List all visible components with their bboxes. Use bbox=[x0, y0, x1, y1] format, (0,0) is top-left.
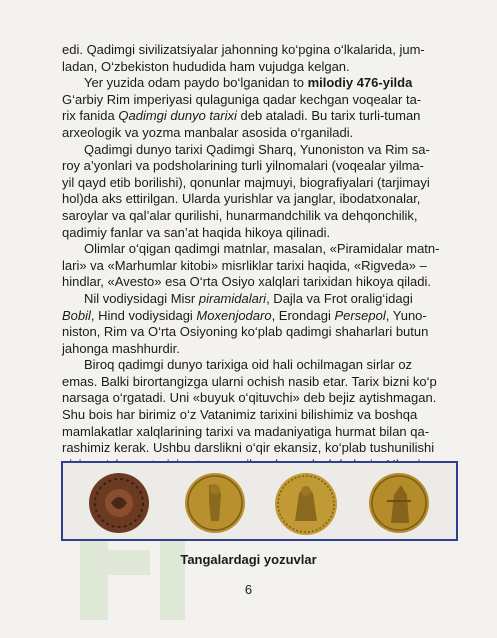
italic-term: Qadimgi dunyo tarixi bbox=[118, 108, 237, 124]
text-run: Nil vodiysidagi Misr bbox=[84, 290, 199, 306]
paragraph-4 bbox=[62, 241, 461, 291]
italic-term: Bobil bbox=[62, 307, 91, 323]
page-number: 6 bbox=[244, 582, 253, 597]
italic-term: Moxenjodaro bbox=[196, 307, 272, 323]
text-run: deb ataladi. Bu tarix turli-tuman arxeologik va yozma manbalar asosida o‘rganiladi. bbox=[62, 108, 421, 140]
italic-term: Persepol bbox=[334, 307, 386, 323]
coin-image-4 bbox=[367, 471, 431, 535]
text-run: Biroq qadimgi dunyo tarixiga oid hali ochilmagan sirlar oz emas. Balki birortangizga ularni ochish nasib etar. Tarix bizni ko‘p narsaga o‘rgatadi. Uni «buyuk o‘qituvchi» deb bejiz aytishmagan. Shu bois har birimiz o‘z Vatanimiz tarixini bilishimiz va boshqa mamlakatlar xalqlarining tarixi va madaniyatiga hurmat bilan qa- rashimiz kerak. Ushbu darslikni o‘qir ekansiz, ko‘plab tushunilishi bbox=[62, 357, 437, 456]
paragraph-3 bbox=[62, 142, 461, 242]
text-run: Olimlar o‘qigan qadimgi matnlar, masalan, «Piramidalar matn- lari» va «Marhumlar kitobi» misrliklar tarixi haqida, «Rigveda» – hindlar, «Avesto» esa O‘rta Osiyo xalqlari tarixidan hikoya qiladi. bbox=[62, 241, 440, 290]
paragraph-2 bbox=[62, 75, 461, 141]
coin-image-3 bbox=[273, 471, 339, 537]
italic-term: piramidalari bbox=[198, 290, 267, 306]
coin-image-1 bbox=[87, 471, 151, 535]
text-run: , Hind vodiysidagi bbox=[90, 307, 197, 323]
coin-image-2 bbox=[183, 471, 247, 535]
text-run: , Erondagi bbox=[271, 307, 335, 323]
coins-figure bbox=[61, 461, 458, 541]
paragraph-1 bbox=[62, 42, 461, 75]
text-run: G‘arbiy Rim imperiyasi qulaguniga qadar kechgan voqealar ta- rix fanida bbox=[62, 91, 422, 124]
text-run: Yer yuzida odam paydo bo‘lganidan to bbox=[84, 75, 308, 91]
text-run: edi. Qadimgi sivilizatsiyalar jahonning ko‘pgina o‘lkalarida, jum- ladan, O‘zbekiston hududida ham vujudga kelgan. bbox=[62, 42, 425, 74]
text-run: Qadimgi dunyo tarixi Qadimgi Sharq, Yunoniston va Rim sa- roy a’yonlari va podsholarining turli yilnomalari (voqealar yilma- yil qayd etib borilishi), qonunlar majmuyi, biografiyalari (tarjimayi hol)da aks ettirilgan. Ularda yurishlar va janglar, ibodatxonalar, saroylar va qal’alar qurilishi, hunarmandchilik va dehqonchilik, qadimiy fanlar va san’at haqida hikoya qilinadi. bbox=[62, 141, 430, 240]
bold-text: milodiy 476-yilda bbox=[307, 75, 413, 91]
text-run: , Dajla va Frot oralig‘idagi bbox=[266, 290, 413, 306]
paragraph-5 bbox=[62, 291, 461, 357]
figure-caption: Tangalardagi yozuvlar bbox=[180, 552, 317, 567]
text-run: , Yuno- niston, Rim va O‘rta Osiyoning ko‘plab qadimgi shaharlari butun jahonga mashhurdir. bbox=[62, 307, 429, 356]
